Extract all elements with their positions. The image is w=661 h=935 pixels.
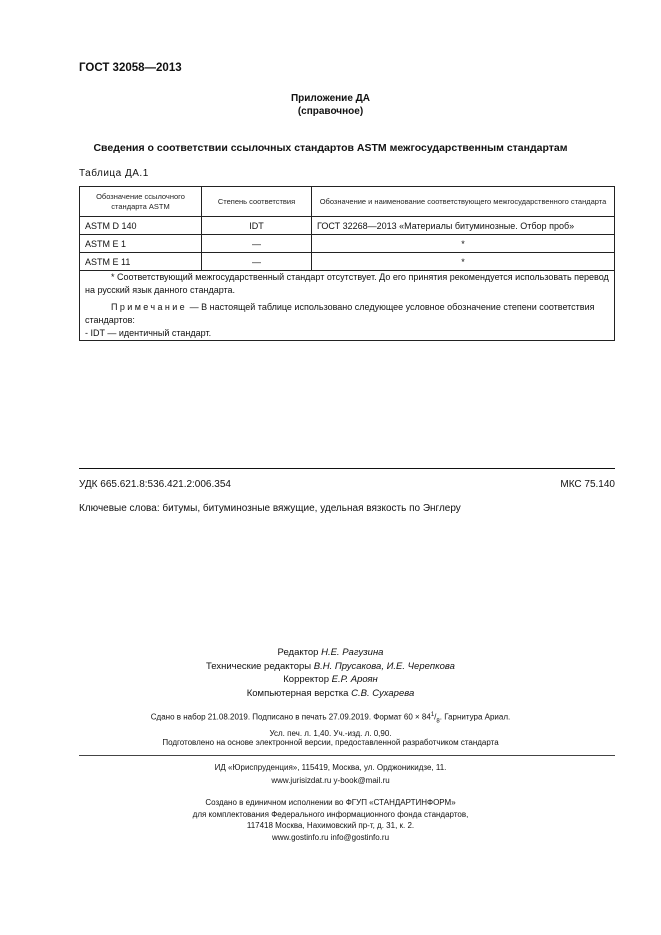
- divider-line: [79, 468, 615, 469]
- cell-degree: —: [202, 235, 312, 253]
- table-note: [85, 301, 609, 327]
- publisher-info: [0, 762, 661, 787]
- keywords: Ключевые слова: битумы, битуминозные вяжущие, удельная вязкость по Энглеру: [79, 503, 461, 514]
- annex-title-block: [0, 92, 661, 118]
- printer-line-2: для комплектования Федерального информационного фонда стандартов,: [192, 809, 469, 819]
- corrector-line: Корректор Е.Р. Ароян: [283, 674, 378, 685]
- imprint-line-2: Усл. печ. л. 1,40. Уч.-изд. л. 0,90.: [269, 728, 392, 738]
- printer-info: [0, 797, 661, 843]
- tech-editors-line: Технические редакторы В.Н. Прусакова, И.Е. Черепкова: [206, 660, 455, 672]
- cell-standard: *: [312, 253, 615, 271]
- note-text: — В настоящей таблице использовано следующее условное обозначение степени соответствия стандартов:: [85, 302, 595, 325]
- cell-degree: IDT: [202, 217, 312, 235]
- cell-astm-ref: ASTM E 11: [80, 253, 202, 271]
- table-notes-row: [80, 271, 615, 341]
- table-row: [80, 235, 615, 253]
- cell-degree: —: [202, 253, 312, 271]
- cell-standard: ГОСТ 32268—2013 «Материалы битуминозные. Отбор проб»: [312, 217, 615, 235]
- printer-line-1: Создано в единичном исполнении во ФГУП «СТАНДАРТИНФОРМ»: [205, 798, 456, 807]
- header-interstate-standard: Обозначение и наименование соответствующего межгосударственного стандарта: [312, 187, 615, 217]
- table-row: [80, 217, 615, 235]
- print-imprint: [0, 709, 661, 740]
- divider-line-thin: [79, 755, 615, 756]
- table-caption: Таблица ДА.1: [79, 168, 149, 179]
- note-item: - IDT — идентичный стандарт.: [85, 328, 212, 338]
- annex-title: Приложение ДА: [290, 93, 371, 104]
- printer-line-3: 117418 Москва, Нахимовский пр-т, д. 31, к. 2.: [246, 821, 415, 830]
- printer-line-4: www.gostinfo.ru info@gostinfo.ru: [271, 832, 390, 842]
- section-heading: Сведения о соответствии ссылочных стандартов ASTM межгосударственным стандартам: [93, 142, 568, 154]
- publisher-contacts: www.jurisizdat.ru y-book@mail.ru: [271, 775, 390, 785]
- table-footnote: * Соответствующий межгосударственный стандарт отсутствует. До его принятия рекомендуется использовать перевод на русский язык данного стандарта.: [85, 272, 609, 295]
- table-notes: [80, 271, 615, 341]
- header-astm-designation: Обозначение ссылочного стандарта ASTM: [80, 187, 202, 217]
- annex-subtitle: (справочное): [297, 106, 364, 117]
- cell-standard: *: [312, 235, 615, 253]
- layout-line: Компьютерная верстка С.В. Сухарева: [246, 687, 415, 699]
- reference-table: [79, 186, 615, 341]
- imprint-line-1: Сдано в набор 21.08.2019. Подписано в печать 27.09.2019. Формат $60 \times 84^1/_8$. Гарнитура Ариал.: [150, 712, 511, 725]
- publisher-address: ИД «Юриспруденция», 115419, Москва, ул. Орджоникидзе, 11.: [214, 763, 447, 772]
- note-label: Примечание: [111, 302, 188, 312]
- mks-code: МКС 75.140: [560, 479, 615, 490]
- prepared-note: Подготовлено на основе электронной версии, предоставленной разработчиком стандарта: [162, 738, 499, 747]
- document-code: ГОСТ 32058—2013: [79, 62, 182, 74]
- cell-astm-ref: ASTM D 140: [80, 217, 202, 235]
- editorial-credits: [0, 646, 661, 700]
- udk-code: УДК 665.621.8:536.421.2:006.354: [79, 479, 231, 490]
- editor-line: Редактор Н.Е. Рагузина: [277, 647, 384, 658]
- table-row: [80, 253, 615, 271]
- header-degree: Степень соответствия: [202, 187, 312, 217]
- table-header-row: [80, 187, 615, 217]
- cell-astm-ref: ASTM E 1: [80, 235, 202, 253]
